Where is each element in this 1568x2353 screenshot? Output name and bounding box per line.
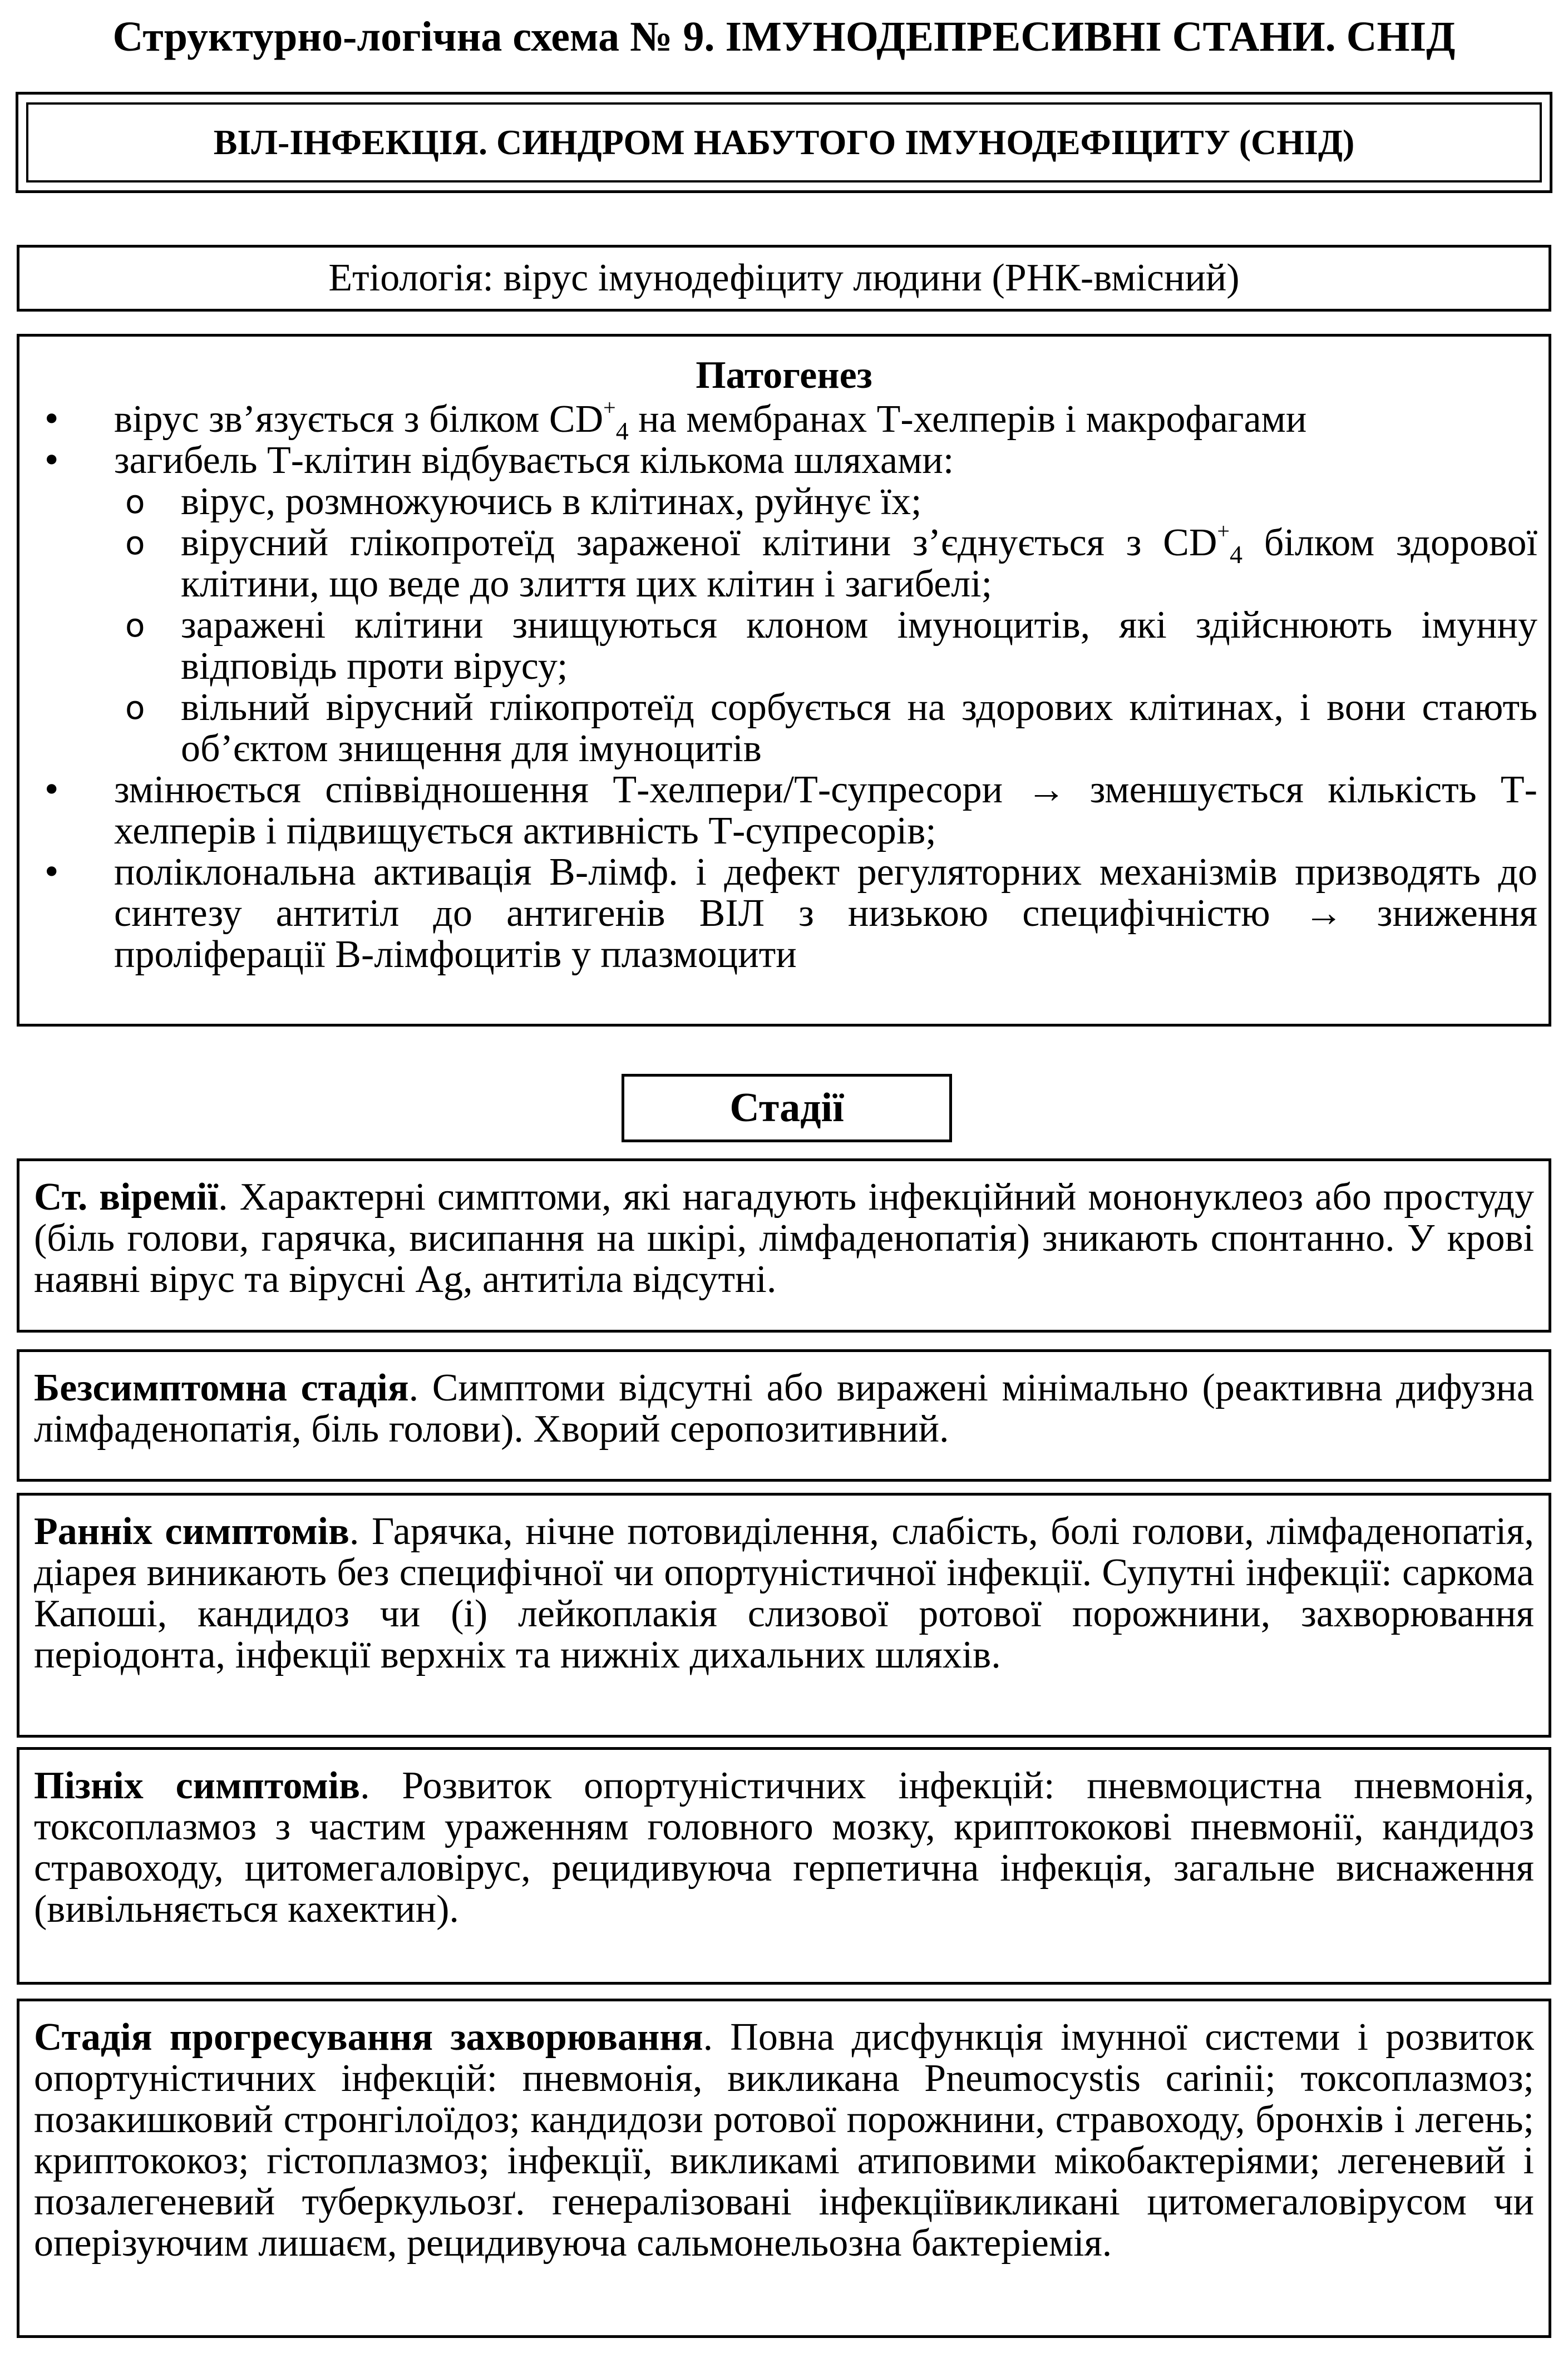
pathogenesis-box [17,334,1551,1027]
pathogenesis-item-b-cells: • поліклональна активація В-лімф. і дефект регуляторних механізмів призводять до синтезу антитіл до антигенів ВІЛ з низькою специфічністю → зниження проліферації В-лімфоцитів у плазмоцити [31,852,1537,975]
stage-name: Безсимптомна стадія [34,1367,409,1409]
way-item: o вільний вірусний глікопротеїд сорбується на здорових клітинах, і вони стають об’єктом знищення для імуноцитів [114,687,1537,769]
page-title: Структурно-логічна схема № 9. ІМУНОДЕПРЕСИВНІ СТАНИ. СНІД [112,13,1456,60]
stage-name: Пізніх симптомів [34,1764,361,1807]
text-part: загибель Т-клітин відбувається кількома шляхами: [114,439,954,482]
stage-name: Ранніх симптомів [34,1510,349,1553]
stage-late-symptoms [17,1747,1551,1985]
pathogenesis-item-ratio: • змінюється співвідношення Т-хелпери/Т-супресори → зменшується кількість Т-хелперів і підвищується активність Т-супресорів; [31,769,1537,852]
etiology-box: Етіологія: вірус імунодефіциту людини (РНК-вмісний) [17,245,1551,312]
text-part: вірусний глікопротеїд зараженої клітини з’єднується з CD [181,521,1217,564]
stage-text: . Симптоми відсутні або виражені мінімально (реактивна дифузна лімфаденопатія, біль голови). Хворий серопозитивний. [34,1367,1534,1451]
way-item: o заражені клітини знищуються клоном імуноцитів, які здійснюють імунну відповідь проти вірусу; [114,605,1537,687]
pathogenesis-item-cell-death [31,440,1537,769]
way-item [114,519,1538,605]
subscript: 4 [615,417,629,445]
superscript: + [1217,519,1230,544]
text-part: на мембранах Т-хелперів і макрофагами [628,398,1307,441]
subscript: 4 [1229,540,1242,569]
stages-title: Стадії [622,1074,952,1142]
text-part: білком здорової клітини, що веде до злиття цих клітин і загибелі; [181,521,1538,605]
main-topic: ВІЛ-ІНФЕКЦІЯ. СИНДРОМ НАБУТОГО ІМУНОДЕФІЦИТУ (СНІД) [26,102,1542,182]
stage-text: . Розвиток опортуністичних інфекцій: пневмоцистна пневмонія, токсоплазмоз з частим ураженням головного мозку, криптококові пневмонії, кандидоз стравоходу, цитомегаловірус, рецидивуюча герпетична інфекція, загальне виснаження (вивільняється кахектин). [34,1764,1535,1931]
stage-text: . Гарячка, нічне потовиділення, слабість, болі голови, лімфаденопатія, діарея виникають без специфічної чи опортуністичної інфекції. Супутні інфекції: саркома Капоші, кандидоз чи (і) лейкоплакія слизової ротової порожнини, захворювання періодонта, інфекції верхніх та нижніх дихальних шляхів. [34,1510,1534,1676]
cell-death-ways [114,481,1537,769]
stage-asymptomatic [17,1349,1551,1482]
stage-viremia [17,1158,1551,1333]
pathogenesis-title: Патогенез [696,354,872,397]
way-item: o вірус, розмножуючись в клітинах, руйнує їх; [114,481,1537,522]
stage-text: . Характерні симптоми, які нагадують інфекційний мононуклеоз або простуду (біль голови, гарячка, висипання на шкірі, лімфаденопатія) зникають спонтанно. У крові наявні вірус та вірусні Ag, антитіла відсутні. [34,1176,1534,1301]
stage-early-symptoms [17,1493,1551,1738]
pathogenesis-item-binding [31,395,1537,445]
pathogenesis-list [31,395,1538,976]
stage-text: . Повна дисфункція імунної системи і розвиток опортуністичних інфекцій: пневмонія, викликана Pneumocystis carinii; токсоплазмоз; позакишковий стронгілоїдоз; кандидози ротової порожнини, стравоходу, бронхів і легень; криптококоз; гістоплазмоз; інфекції, викликамі атиповими мікобактеріями; легеневий і позалегеневий туберкульозґ. генералізовані інфекціївикликані цитомегаловірусом чи оперізуючим лишаєм, рецидивуюча сальмонельозна бактеріемія. [34,2016,1534,2265]
stage-progression [17,1999,1551,2338]
stage-name: Ст. віремії [34,1176,219,1219]
superscript: + [603,395,616,420]
stage-name: Стадія прогресування захворювання [34,2016,703,2059]
main-topic-frame [16,92,1552,193]
text-part: вірус зв’язується з білком CD [114,398,604,441]
